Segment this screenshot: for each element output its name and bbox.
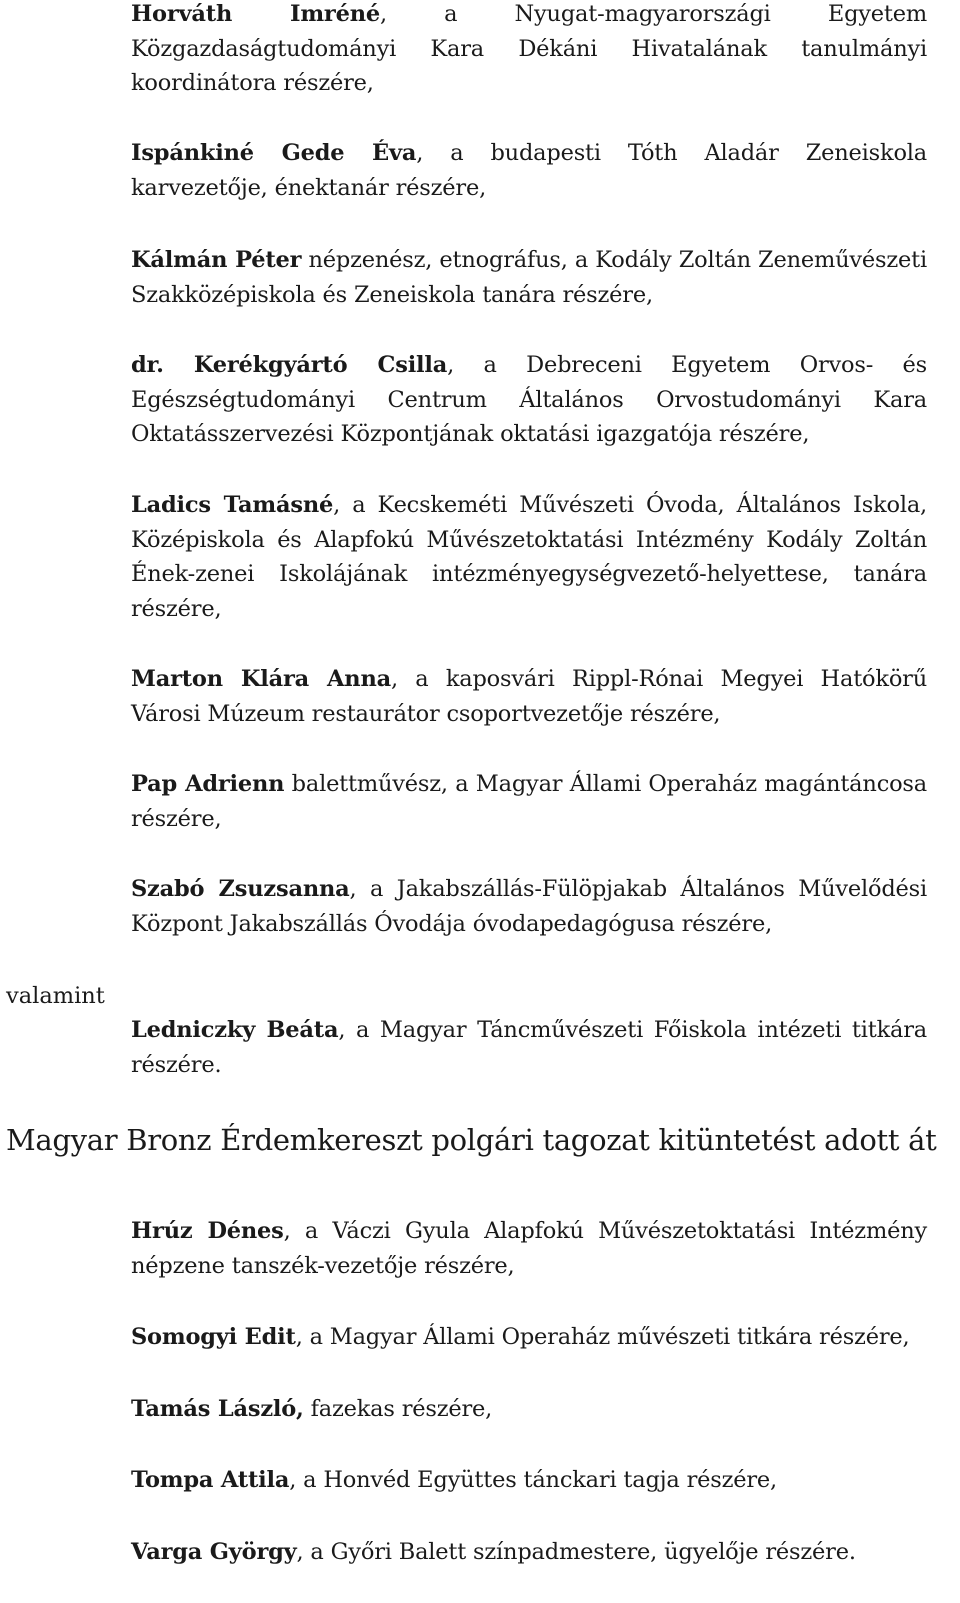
award-entry [131,1392,927,1427]
recipient-description: , a budapesti Tóth Aladár Zeneiskola karvezetője, énektanár részére, [131,140,928,201]
recipient-description: balettművész, a Magyar Állami Operaház magántáncosa részére, [131,771,927,832]
recipient-name: Ispánkiné Gede Éva [131,140,417,166]
recipient-name: Horváth Imréné [131,1,380,27]
recipient-description: , a Magyar Állami Operaház művészeti titkára részére, [295,1324,910,1350]
award-entry [131,243,927,312]
recipient-description: , a Kecskeméti Művészeti Óvoda, Általános Iskola, Középiskola és Alapfokú Művészetoktatási Intézmény Kodály Zoltán Ének-zenei Iskolájának intézményegységvezető-helyettese, tanára részére, [131,492,928,622]
award-entry [131,1535,927,1570]
award-entry [131,1320,927,1355]
also-label: valamint [6,983,105,1009]
recipient-description: , a Magyar Táncművészeti Főiskola intézeti titkára részére. [131,1017,927,1078]
award-entry [131,1463,927,1498]
recipient-name: Marton Klára Anna [131,666,391,692]
award-entry [131,662,927,731]
recipient-description: , a Nyugat-magyarországi Egyetem Közgazdaságtudományi Kara Dékáni Hivatalának tanulmányi koordinátora részére, [131,1,927,96]
recipient-description: fazekas részére, [303,1396,493,1422]
recipient-description: , a Jakabszállás-Fülöpjakab Általános Művelődési Központ Jakabszállás Óvodája óvodapedagógusa részére, [131,876,927,937]
recipient-description: , a Debreceni Egyetem Orvos- és Egészségtudományi Centrum Általános Orvostudományi Kara Oktatásszervezési Központjának oktatási igazgatója részére, [131,352,928,447]
recipient-name: Ladics Tamásné [131,492,334,518]
award-entry [131,1013,927,1082]
award-entry [131,0,927,101]
award-entry [131,872,927,941]
recipient-description: , a Honvéd Együttes tánckari tagja részére, [289,1467,778,1493]
recipient-name: Pap Adrienn [131,771,285,797]
recipient-name: Kálmán Péter [131,247,302,273]
award-entry [131,488,927,626]
recipient-name: Hrúz Dénes [131,1218,284,1244]
recipient-description: , a kaposvári Rippl-Rónai Megyei Hatókörű Városi Múzeum restaurátor csoportvezetője részére, [131,666,928,727]
recipient-name: Tamás László, [131,1396,304,1422]
award-entry [131,767,927,836]
recipient-name: Somogyi Edit [131,1324,296,1350]
recipient-name: Tompa Attila [131,1467,290,1493]
recipient-name: Szabó Zsuzsanna [131,876,350,902]
recipient-name: Ledniczky Beáta [131,1017,339,1043]
award-entry [131,348,927,452]
award-entry [131,1214,927,1283]
award-heading: Magyar Bronz Érdemkereszt polgári tagozat kitüntetést adott át [6,1123,937,1157]
award-entry [131,136,927,205]
recipient-description: , a Váczi Gyula Alapfokú Művészetoktatási Intézmény népzene tanszék-vezetője részére, [131,1218,928,1279]
recipient-description: , a Győri Balett színpadmestere, ügyelője részére. [296,1539,856,1565]
recipient-description: népzenész, etnográfus, a Kodály Zoltán Zeneművészeti Szakközépiskola és Zeneiskola tanára részére, [131,247,928,308]
recipient-name: Varga György [131,1539,297,1565]
recipient-name: dr. Kerékgyártó Csilla [131,352,448,378]
